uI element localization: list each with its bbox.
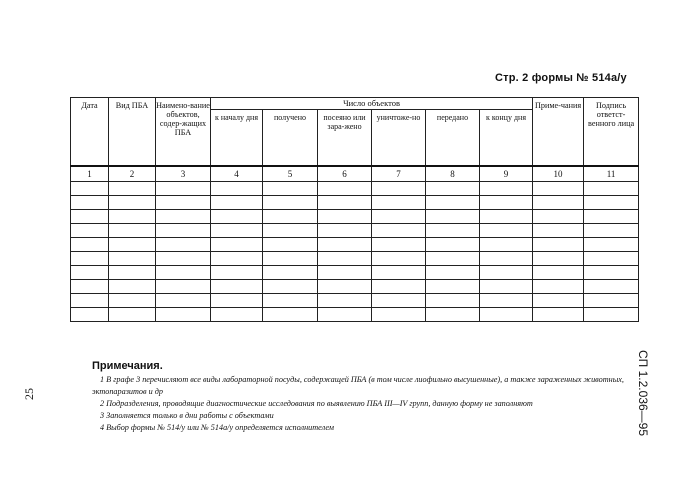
col-seeded-header: посеяно или зара-жено <box>318 110 372 167</box>
column-number: 2 <box>109 166 156 182</box>
column-number: 7 <box>372 166 426 182</box>
table-cell <box>533 280 584 294</box>
table-cell <box>263 294 318 308</box>
column-number: 6 <box>318 166 372 182</box>
table-cell <box>263 308 318 322</box>
table-cell <box>71 224 109 238</box>
table-cell <box>211 308 263 322</box>
col-received-header: получено <box>263 110 318 167</box>
table-cell <box>533 224 584 238</box>
table-cell <box>372 196 426 210</box>
table-cell <box>584 238 639 252</box>
col-object-name-header: Наимено-вание объектов, содер-жащих ПБА <box>156 98 211 167</box>
table-cell <box>372 266 426 280</box>
table-cell <box>109 252 156 266</box>
note-item: 1 В графе 3 перечисляют все виды лабораторной посуды, содержащей ПБА (в том числе лиофильно высушенные), а также зараженных животных, эктопаразитов и др <box>92 375 624 396</box>
table-cell <box>318 210 372 224</box>
table-cell <box>318 294 372 308</box>
table-cell <box>372 238 426 252</box>
table-cell <box>480 266 533 280</box>
table-cell <box>426 252 480 266</box>
table-cell <box>263 210 318 224</box>
table-cell <box>156 210 211 224</box>
table-cell <box>156 294 211 308</box>
table-cell <box>318 252 372 266</box>
column-number-row <box>71 166 639 182</box>
table-cell <box>533 308 584 322</box>
table-cell <box>211 196 263 210</box>
table-cell <box>584 252 639 266</box>
table-row <box>71 224 639 238</box>
table-row <box>71 196 639 210</box>
table-cell <box>263 196 318 210</box>
table-cell <box>372 224 426 238</box>
column-number: 5 <box>263 166 318 182</box>
table-cell <box>211 182 263 196</box>
col-date-header: Дата <box>71 98 109 167</box>
column-number: 8 <box>426 166 480 182</box>
table-cell <box>71 210 109 224</box>
table-row <box>71 238 639 252</box>
table-cell <box>71 280 109 294</box>
table-cell <box>156 182 211 196</box>
table-cell <box>318 196 372 210</box>
table-cell <box>372 182 426 196</box>
table-cell <box>71 182 109 196</box>
page-number: 25 <box>22 388 36 400</box>
table-cell <box>372 210 426 224</box>
table-cell <box>426 210 480 224</box>
table-cell <box>156 308 211 322</box>
column-number: 1 <box>71 166 109 182</box>
table-cell <box>263 266 318 280</box>
table-row <box>71 308 639 322</box>
table-row <box>71 280 639 294</box>
table-cell <box>211 238 263 252</box>
column-number: 10 <box>533 166 584 182</box>
table-cell <box>533 196 584 210</box>
table-cell <box>318 280 372 294</box>
table-row <box>71 252 639 266</box>
table-cell <box>480 196 533 210</box>
column-number: 11 <box>584 166 639 182</box>
table-row <box>71 182 639 196</box>
table-cell <box>372 252 426 266</box>
table-cell <box>156 266 211 280</box>
table-cell <box>426 224 480 238</box>
notes-title: Примечания. <box>92 360 163 372</box>
table-cell <box>156 224 211 238</box>
col-destroyed-header: уничтоже-но <box>372 110 426 167</box>
table-cell <box>318 308 372 322</box>
table-cell <box>263 280 318 294</box>
table-cell <box>426 182 480 196</box>
table-cell <box>533 210 584 224</box>
table-cell <box>109 280 156 294</box>
table-cell <box>426 238 480 252</box>
table-cell <box>156 252 211 266</box>
column-number: 9 <box>480 166 533 182</box>
table-cell <box>480 210 533 224</box>
table-cell <box>426 280 480 294</box>
table-cell <box>426 266 480 280</box>
table-cell <box>584 210 639 224</box>
table-cell <box>426 294 480 308</box>
table-cell <box>211 280 263 294</box>
table-cell <box>480 182 533 196</box>
table-cell <box>584 224 639 238</box>
table-cell <box>584 280 639 294</box>
table-cell <box>480 308 533 322</box>
table-row <box>71 266 639 280</box>
table-cell <box>584 182 639 196</box>
table-cell <box>263 238 318 252</box>
table-cell <box>584 294 639 308</box>
table-cell <box>533 294 584 308</box>
table-cell <box>584 308 639 322</box>
table-cell <box>480 294 533 308</box>
table-cell <box>318 238 372 252</box>
table-cell <box>372 308 426 322</box>
table-cell <box>109 294 156 308</box>
table-row <box>71 210 639 224</box>
table-row <box>71 294 639 308</box>
table-cell <box>156 280 211 294</box>
table-cell <box>71 252 109 266</box>
table-cell <box>533 252 584 266</box>
form-page-title: Стр. 2 формы № 514а/у <box>495 72 627 84</box>
table-cell <box>156 238 211 252</box>
table-cell <box>480 280 533 294</box>
table-cell <box>318 182 372 196</box>
col-at-start-header: к началу дня <box>211 110 263 167</box>
col-notes-header: Приме-чания <box>533 98 584 167</box>
table-cell <box>426 196 480 210</box>
column-number: 3 <box>156 166 211 182</box>
table-cell <box>71 266 109 280</box>
document-code: СП 1.2.036—95 <box>636 350 650 437</box>
table-cell <box>109 182 156 196</box>
note-item: 4 Выбор формы № 514/у или № 514а/у определяется исполнителем <box>100 423 335 432</box>
table-cell <box>372 280 426 294</box>
table-cell <box>109 266 156 280</box>
blank-rows <box>71 182 639 322</box>
notes-section <box>92 360 628 434</box>
table-cell <box>318 224 372 238</box>
col-transferred-header: передано <box>426 110 480 167</box>
table-cell <box>426 308 480 322</box>
table-cell <box>480 252 533 266</box>
table-cell <box>71 196 109 210</box>
table-cell <box>211 266 263 280</box>
col-group-count-header: Число объектов <box>211 98 533 110</box>
table-cell <box>263 252 318 266</box>
table-cell <box>109 308 156 322</box>
table-cell <box>533 238 584 252</box>
table-cell <box>109 238 156 252</box>
col-signature-header: Подпись ответст-венного лица <box>584 98 639 167</box>
table-cell <box>584 266 639 280</box>
table-cell <box>372 294 426 308</box>
table-cell <box>156 196 211 210</box>
table-cell <box>584 196 639 210</box>
note-item: 2 Подразделения, проводящие диагностические исследования по выявлению ПБА III—IV групп, данную форму не заполняют <box>100 399 533 408</box>
table-cell <box>318 266 372 280</box>
table-cell <box>480 238 533 252</box>
table-cell <box>109 224 156 238</box>
note-item: 3 Заполняется только в дни работы с объектами <box>100 411 274 420</box>
table-cell <box>533 182 584 196</box>
table-cell <box>71 294 109 308</box>
table-cell <box>211 294 263 308</box>
header-row <box>71 98 639 110</box>
table-cell <box>263 182 318 196</box>
table-cell <box>211 210 263 224</box>
table-cell <box>211 252 263 266</box>
col-at-end-header: к концу дня <box>480 110 533 167</box>
table-cell <box>71 238 109 252</box>
table-cell <box>109 210 156 224</box>
table-cell <box>480 224 533 238</box>
table-cell <box>263 224 318 238</box>
table-cell <box>71 308 109 322</box>
table-cell <box>533 266 584 280</box>
column-number: 4 <box>211 166 263 182</box>
table-cell <box>211 224 263 238</box>
col-pba-type-header: Вид ПБА <box>109 98 156 167</box>
objects-register-table <box>70 97 639 322</box>
table-cell <box>109 196 156 210</box>
